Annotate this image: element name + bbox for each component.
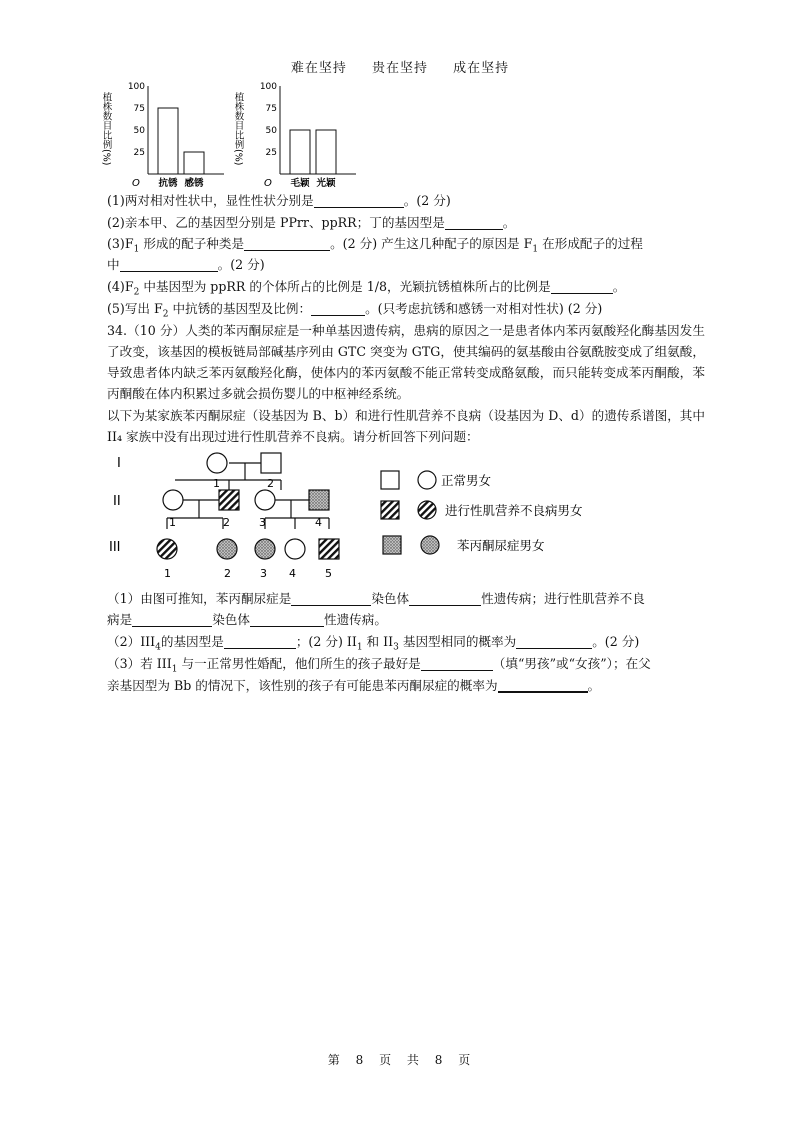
person-I2-male xyxy=(261,453,281,473)
person-number: 1 xyxy=(169,516,176,529)
answer-blank xyxy=(250,612,324,627)
x-tick-label: 光颖 xyxy=(316,178,336,189)
person-number: 2 xyxy=(267,477,274,490)
q-text: 与一正常男性婚配，他们所生的孩子最好是 xyxy=(177,656,421,671)
q-text: （2）III xyxy=(107,634,156,649)
legend-label: 正常男女 xyxy=(441,473,492,488)
footer-part: 8 xyxy=(355,1053,366,1067)
q-line-1 xyxy=(107,191,707,211)
q-text: 。(2 分) 产生这几种配子的原因是 F xyxy=(330,236,533,251)
person-II4-male-pku xyxy=(309,490,329,510)
header-part: 难在坚持 xyxy=(290,61,347,76)
y-tick-label: 75 xyxy=(133,104,145,114)
q-line-2 xyxy=(107,213,707,233)
y-axis-label: 植株数目比例(%) xyxy=(232,92,244,166)
y-tick-label: 50 xyxy=(265,126,277,136)
q34-intro: 34.（10 分）人类的苯丙酮尿症是一种单基因遗传病，患病的原因之一是患者体内苯丙氨酸羟化酶基因发生了改变，该基因的模板链局部碱基序列由 GTC 突变为 GTG，使其编码的氨基酸由谷氨酰胺变成了组氨酸，导致患者体内缺乏苯丙氨酸羟化酶，使体内的苯丙氨酸不能正常转变成酪氨酸，而只能转变成苯丙酮酸，苯丙酮酸在体内积累过多就会损伤婴儿的中枢神经系统。 xyxy=(107,323,705,401)
q-text: （3）若 III xyxy=(107,656,172,671)
q-text: 性遗传病。 xyxy=(323,612,387,627)
q-text: 中 xyxy=(107,257,120,272)
person-number: 3 xyxy=(260,567,267,580)
page-header xyxy=(0,57,800,76)
y-tick-label: 25 xyxy=(265,148,277,158)
y-tick-label: 100 xyxy=(259,82,277,92)
legend-dystrophy-male xyxy=(381,501,399,519)
person-number: 2 xyxy=(224,567,231,580)
legend-normal-female xyxy=(418,471,436,489)
subscript: 2 xyxy=(162,309,169,320)
footer-part: 共 xyxy=(406,1053,421,1067)
bar-charts xyxy=(100,76,360,194)
y-tick-label: 100 xyxy=(127,82,145,92)
answer-blank xyxy=(409,591,481,606)
answer-blank xyxy=(224,634,296,649)
q-text: 中基因型为 ppRR 的个体所占的比例是 1/8，光颖抗锈植株所占的比例是 xyxy=(139,279,551,294)
answer-blank xyxy=(244,236,330,251)
person-number: 4 xyxy=(315,516,322,529)
footer-part: 页 xyxy=(379,1053,394,1067)
q-text: (2)亲本甲、乙的基因型分别是 PPrr、ppRR；丁的基因型是 xyxy=(107,215,445,230)
answer-blank xyxy=(551,279,613,294)
q-text: 形成的配子种类是 xyxy=(139,236,245,251)
pedigree-chart xyxy=(105,448,665,588)
y-axis-label: 植株数目比例(%) xyxy=(100,92,112,166)
person-II2-male-dystrophy xyxy=(219,490,239,510)
answer-blank xyxy=(311,301,365,316)
q-text: (3)F xyxy=(107,236,134,251)
person-III4-female xyxy=(285,539,305,559)
x-tick-label: 感锈 xyxy=(184,178,204,189)
q-line-4 xyxy=(107,255,707,275)
q-text: 染色体 xyxy=(212,612,250,627)
person-number: 1 xyxy=(164,567,171,580)
person-II3-female xyxy=(255,490,275,510)
subscript: 1 xyxy=(133,244,140,255)
origin-label: O xyxy=(132,178,140,189)
qa-line-1 xyxy=(107,589,707,609)
q-text: 。 xyxy=(612,279,626,294)
legend-label: 进行性肌营养不良病男女 xyxy=(445,503,583,518)
q-text: ；(2 分) II xyxy=(295,634,357,649)
person-number: 5 xyxy=(325,567,332,580)
person-number: 3 xyxy=(259,516,266,529)
y-tick-label: 75 xyxy=(265,104,277,114)
person-I1-female xyxy=(207,453,227,473)
q-text: 病是 xyxy=(107,612,133,627)
person-number: 4 xyxy=(289,567,296,580)
legend-normal-male xyxy=(381,471,399,489)
q-text: 和 II xyxy=(362,634,394,649)
answer-blank xyxy=(291,591,371,606)
q-text: 亲基因型为 Bb 的情况下，该性别的孩子有可能患苯丙酮尿症的概率为 xyxy=(107,678,498,693)
footer-part: 8 xyxy=(434,1053,445,1067)
legend-pku-female xyxy=(421,536,439,554)
answer-blank xyxy=(445,215,503,230)
subscript: 1 xyxy=(532,244,539,255)
q-text: 。(只考虑抗锈和感锈一对相对性状) (2 分) xyxy=(365,301,603,316)
chart-resistance xyxy=(101,82,225,189)
y-tick-label: 50 xyxy=(133,126,145,136)
chart-glume xyxy=(233,82,357,189)
x-tick-label: 毛颖 xyxy=(290,178,310,189)
header-part: 成在坚持 xyxy=(453,61,510,76)
gen-label: II xyxy=(113,494,121,509)
q-text: 。(2 分) xyxy=(403,193,451,208)
answer-blank xyxy=(516,634,592,649)
q-text: （1）由图可推知，苯丙酮尿症是 xyxy=(107,591,292,606)
person-III3-female-pku xyxy=(255,539,275,559)
bar xyxy=(316,130,336,174)
x-tick-label: 抗锈 xyxy=(158,178,178,189)
bar xyxy=(158,108,178,174)
person-III1-female-dystrophy xyxy=(157,539,177,559)
bar xyxy=(184,152,204,174)
person-III5-male-dystrophy xyxy=(319,539,339,559)
q-text: 染色体 xyxy=(371,591,410,606)
q-text: 在形成配子的过程 xyxy=(538,236,643,251)
header-part: 贵在坚持 xyxy=(371,61,428,76)
answer-blank xyxy=(132,612,212,627)
person-number: 2 xyxy=(223,516,230,529)
answer-blank xyxy=(421,656,493,671)
q-text: 基因型相同的概率为 xyxy=(398,634,517,649)
subscript: 4 xyxy=(155,642,161,653)
answer-blank xyxy=(314,193,404,208)
person-III2-female-pku xyxy=(217,539,237,559)
subscript: 2 xyxy=(133,287,140,298)
q-text: 。 xyxy=(502,215,516,230)
pedigree-lines xyxy=(167,463,329,529)
q-text: 。(2 分) xyxy=(592,634,640,649)
origin-label: O xyxy=(264,178,272,189)
qa-line-2 xyxy=(107,610,707,630)
q-text: 。(2 分) xyxy=(217,257,265,272)
q-text: 中抗锈的基因型及比例： xyxy=(168,301,312,316)
q-text: (4)F xyxy=(107,279,134,294)
q-text: 。 xyxy=(587,678,601,693)
q-text: (1)两对相对性状中，显性性状分别是 xyxy=(107,193,314,208)
q34-intro-2: 以下为某家族苯丙酮尿症（设基因为 B、b）和进行性肌营养不良病（设基因为 D、d）的遗传系谱图，其中 II₄ 家族中没有出现过进行性肌营养不良病。请分析回答下列问题： xyxy=(107,408,705,444)
legend-dystrophy-female xyxy=(418,501,436,519)
legend-pku-male xyxy=(383,536,401,554)
q-text: 的基因型是 xyxy=(160,634,224,649)
person-II1-female xyxy=(163,490,183,510)
footer-part: 第 xyxy=(327,1053,342,1067)
subscript: 1 xyxy=(171,664,178,675)
bar xyxy=(290,130,310,174)
answer-blank xyxy=(498,677,588,693)
answer-blank xyxy=(120,257,218,272)
q-text: （填“男孩”或“女孩”）；在父 xyxy=(492,656,651,671)
gen-label: I xyxy=(117,456,121,471)
subscript: 3 xyxy=(393,642,399,653)
qa-line-5 xyxy=(107,676,707,696)
y-tick-label: 25 xyxy=(133,148,145,158)
legend-label: 苯丙酮尿症男女 xyxy=(457,538,545,553)
gen-label: III xyxy=(109,540,121,555)
footer-part: 页 xyxy=(458,1053,473,1067)
person-number: 1 xyxy=(213,477,220,490)
q-text: (5)写出 F xyxy=(107,301,163,316)
q-text: 性遗传病；进行性肌营养不良 xyxy=(481,591,645,606)
page-footer xyxy=(0,1051,800,1068)
subscript: 1 xyxy=(356,642,363,653)
